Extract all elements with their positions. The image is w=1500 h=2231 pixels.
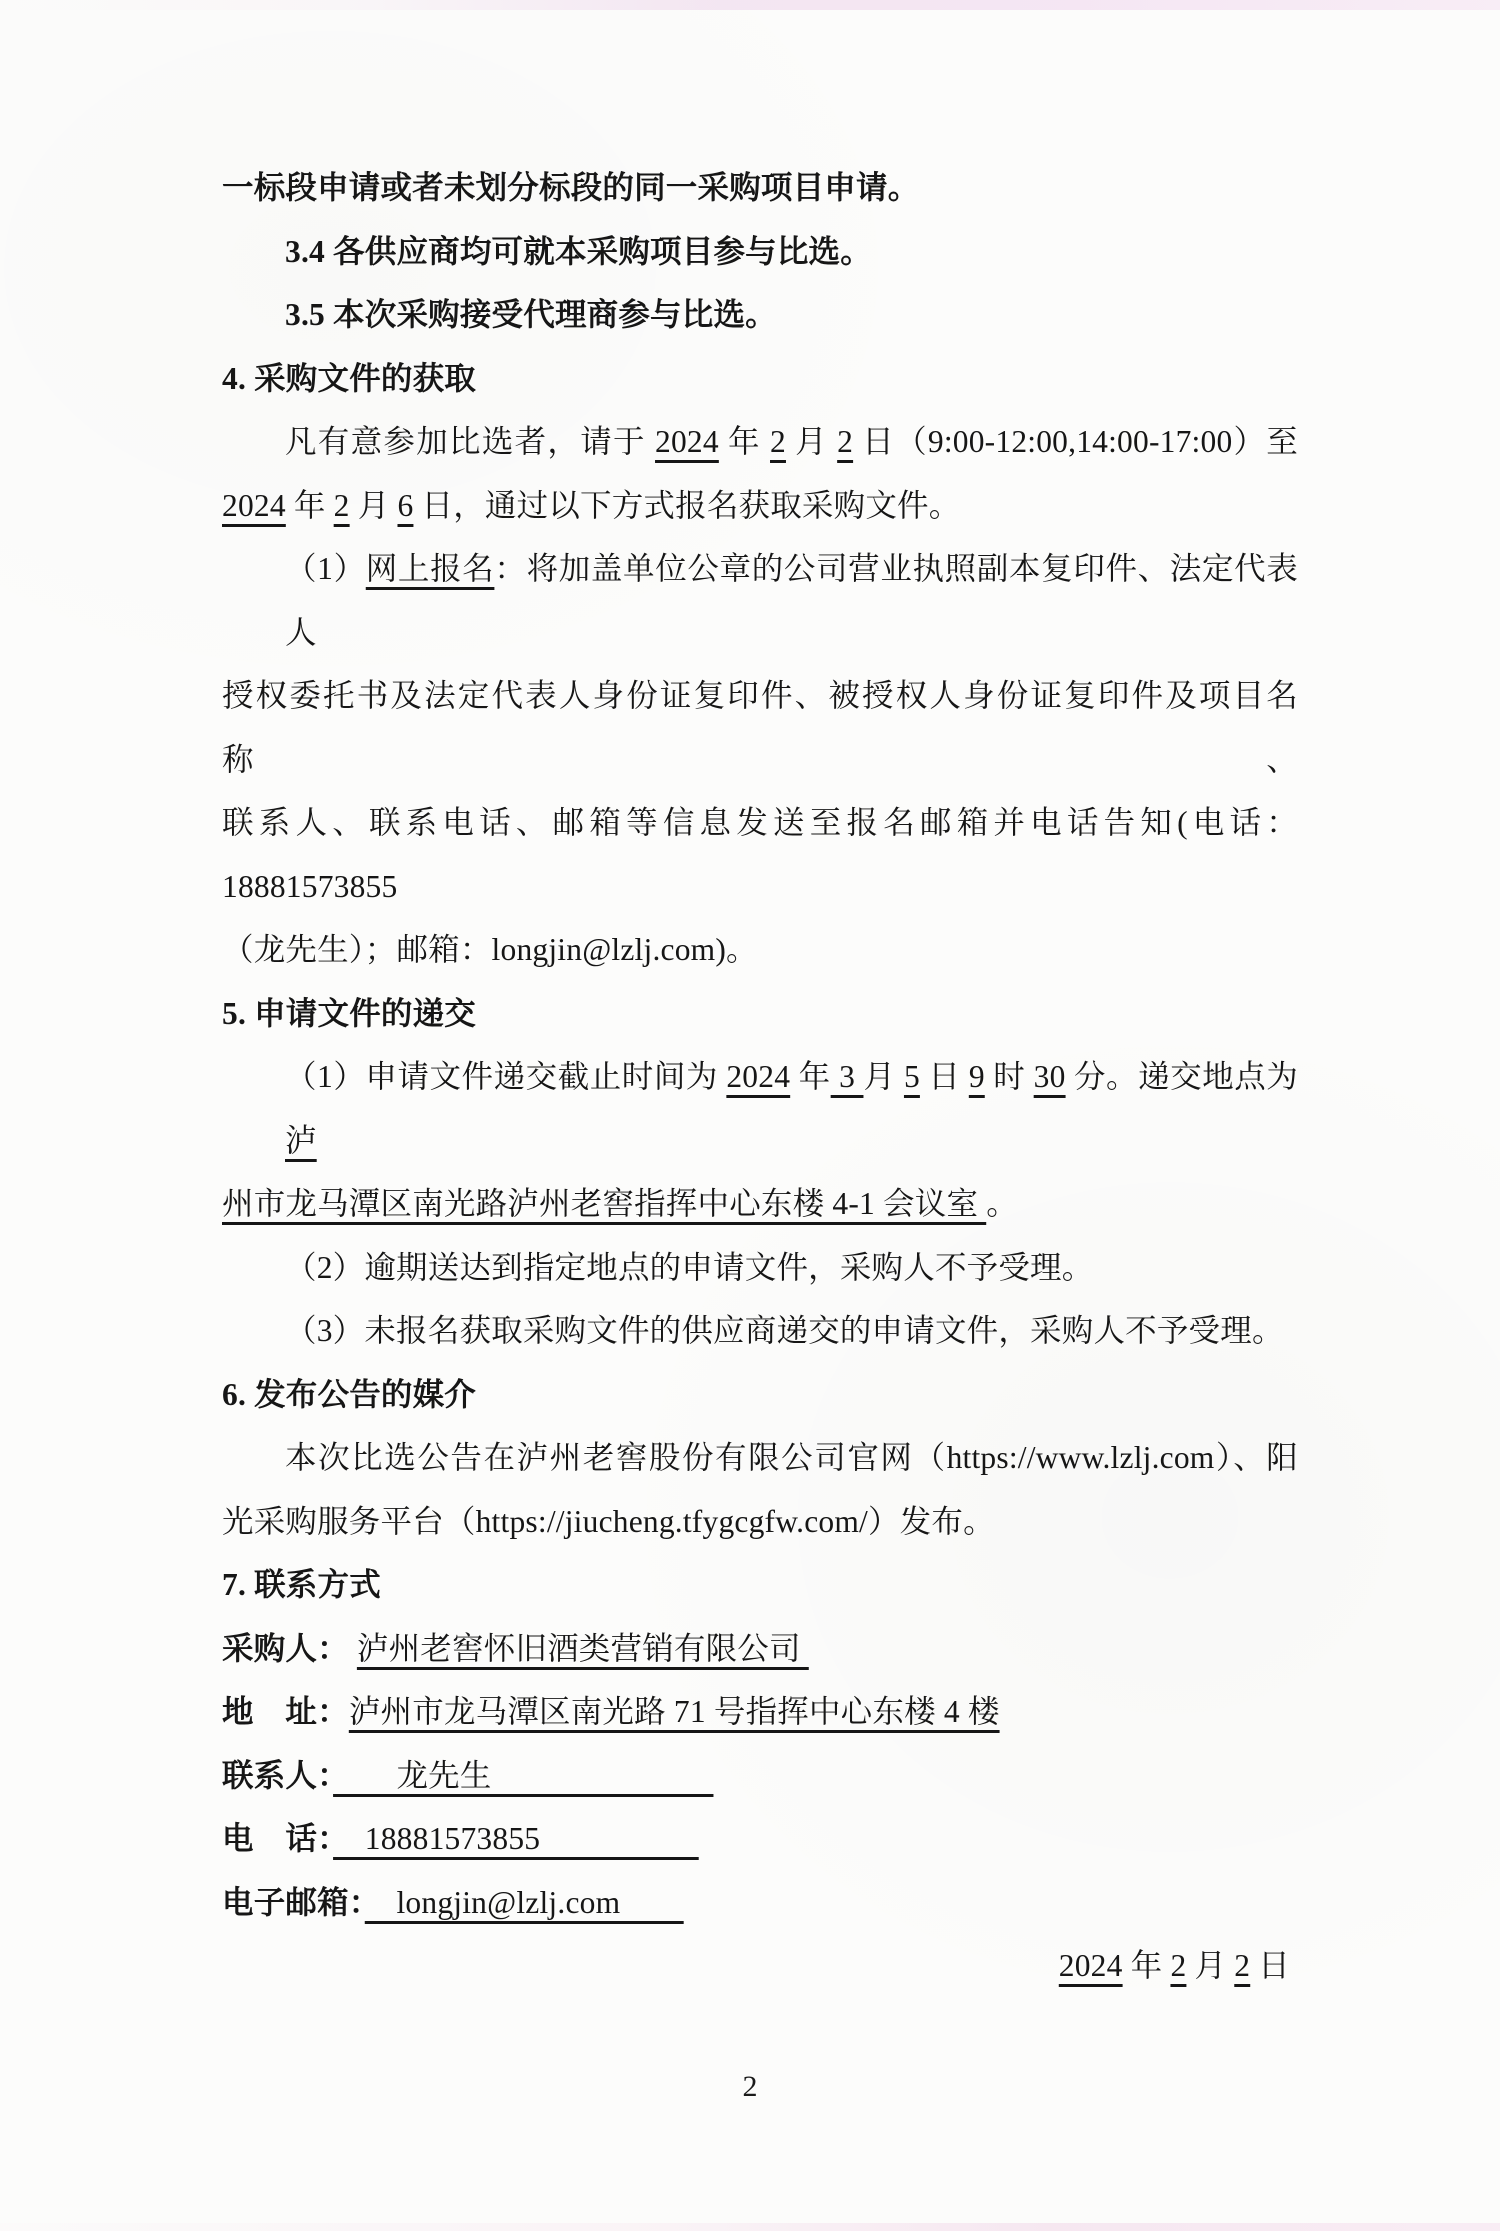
text-segment: 月 [863,1059,904,1094]
text-segment: 年 [1122,1948,1171,1983]
document-lines [222,156,1298,1998]
underlined-text: 2 [333,487,350,523]
text-segment: 年 [285,487,334,523]
para-submission-deadline-line-1 [222,1045,1298,1172]
underlined-text: 2024 [726,1059,791,1094]
text-segment: 5. 申请文件的递交 [222,995,477,1031]
text-segment: 月 [1186,1948,1235,1983]
text-segment: （1） [285,551,366,586]
date-line [222,1934,1298,1998]
clause-5-3 [222,1299,1298,1363]
text-segment: 分。递交地点为 [1065,1059,1298,1094]
text-segment: 本次比选公告在泸州老窖股份有限公司官网（https://www.lzlj.com）、阳 [285,1440,1298,1475]
contact-person [222,1744,1298,1808]
scan-artifact-bottom-edge [0,2223,1500,2231]
para-online-registration-line-4 [222,918,1298,982]
text-segment: ：将加盖单位公章的公司营业执照副本复印件、法定代表人 [285,551,1298,650]
text-segment: 日 [919,1059,969,1094]
para-registration-period-line-1 [222,410,1298,474]
para-announcement-media-line-1 [222,1426,1298,1490]
text-segment: 日 [1250,1948,1290,1983]
text-segment: 授权委托书及法定代表人身份证复印件、被授权人身份证复印件及项目名称、 [222,678,1298,777]
underlined-text: 龙先生 [333,1757,714,1793]
underlined-text: longjin@lzlj.com [364,1884,684,1920]
text-segment: 4. 采购文件的获取 [222,360,477,396]
underlined-text: 5 [903,1059,920,1094]
underlined-text: 2024 [222,487,286,523]
underlined-text: 9 [968,1059,985,1094]
text-segment: （3）未报名获取采购文件的供应商递交的申请文件，采购人不予受理。 [285,1313,1284,1348]
section-5-heading [222,982,1298,1046]
underlined-text: 2024 [1058,1948,1123,1983]
text-segment: 日，通过以下方式报名获取采购文件。 [413,487,961,523]
page-number: 2 [742,2070,758,2103]
text-segment: 时 [984,1059,1034,1094]
text-segment: 电子邮箱： [222,1884,365,1920]
text-segment: 月 [785,424,838,459]
text-segment: （1）申请文件递交截止时间为 [285,1059,727,1094]
text-segment: 月 [349,487,398,523]
contact-purchaser [222,1617,1298,1681]
underlined-text: 州市龙马潭区南光路泸州老窖指挥中心东楼 4-1 会议室 [222,1186,987,1221]
document-body [222,156,1298,1998]
clause-3-5 [222,283,1298,347]
text-segment: 联系人、联系电话、邮箱等信息发送至报名邮箱并电话告知(电话：18881573855 [222,805,1298,904]
underlined-text: 网上报名 [365,551,495,586]
text-segment: 电 话： [222,1821,334,1856]
para-online-registration-line-3 [222,791,1298,918]
scan-artifact-top-edge [0,0,1500,10]
underlined-text: 泸 [285,1122,317,1158]
para-registration-period-line-2 [222,474,1298,538]
text-segment: 年 [718,424,771,459]
section-7-heading [222,1553,1298,1617]
underlined-text: 2 [1234,1948,1251,1983]
text-segment: 光采购服务平台（https://jiucheng.tfygcgfw.com/）发布。 [222,1503,995,1539]
text-segment: （龙先生）；邮箱：longjin@lzlj.com)。 [222,932,758,967]
underlined-text: 泸州老窖怀旧酒类营销有限公司 [356,1630,809,1666]
text-segment: 一标段申请或者未划分标段的同一采购项目申请。 [222,170,920,205]
contact-address [222,1680,1298,1744]
para-submission-deadline-line-2 [222,1172,1298,1236]
text-segment: 日（9:00-12:00,14:00-17:00）至 [853,424,1299,459]
text-segment: 。 [986,1186,1018,1221]
text-segment: 3.5 本次采购接受代理商参与比选。 [285,297,777,332]
underlined-text: 3 [830,1059,864,1094]
clause-3-4 [222,220,1298,284]
clause-5-2 [222,1236,1298,1300]
underlined-text: 2 [1170,1948,1187,1983]
underlined-text: 18881573855 [333,1821,699,1856]
section-4-heading [222,347,1298,411]
para-lot-continuation [222,156,1298,220]
text-segment: 3.4 各供应商均可就本采购项目参与比选。 [285,233,872,269]
underlined-text: 泸州市龙马潭区南光路 71 号指挥中心东楼 4 楼 [348,1694,1000,1729]
underlined-text: 2 [837,424,854,459]
text-segment: 6. 发布公告的媒介 [222,1376,477,1412]
underlined-text: 2024 [655,424,719,459]
para-online-registration-line-2 [222,664,1298,791]
text-segment: 年 [790,1059,831,1094]
underlined-text: 30 [1033,1059,1066,1094]
contact-email [222,1871,1298,1935]
section-6-heading [222,1363,1298,1427]
para-online-registration-line-1 [222,537,1298,664]
text-segment: 采购人： [222,1630,357,1666]
underlined-text: 2 [770,424,786,459]
text-segment: 联系人： [222,1757,334,1793]
text-segment: 7. 联系方式 [222,1567,381,1602]
text-segment: 地 址： [222,1694,349,1729]
para-announcement-media-line-2 [222,1490,1298,1554]
text-segment: 凡有意参加比选者，请于 [285,424,656,459]
text-segment: （2）逾期送达到指定地点的申请文件，采购人不予受理。 [285,1249,1094,1285]
underlined-text: 6 [397,487,414,523]
contact-phone [222,1807,1298,1871]
